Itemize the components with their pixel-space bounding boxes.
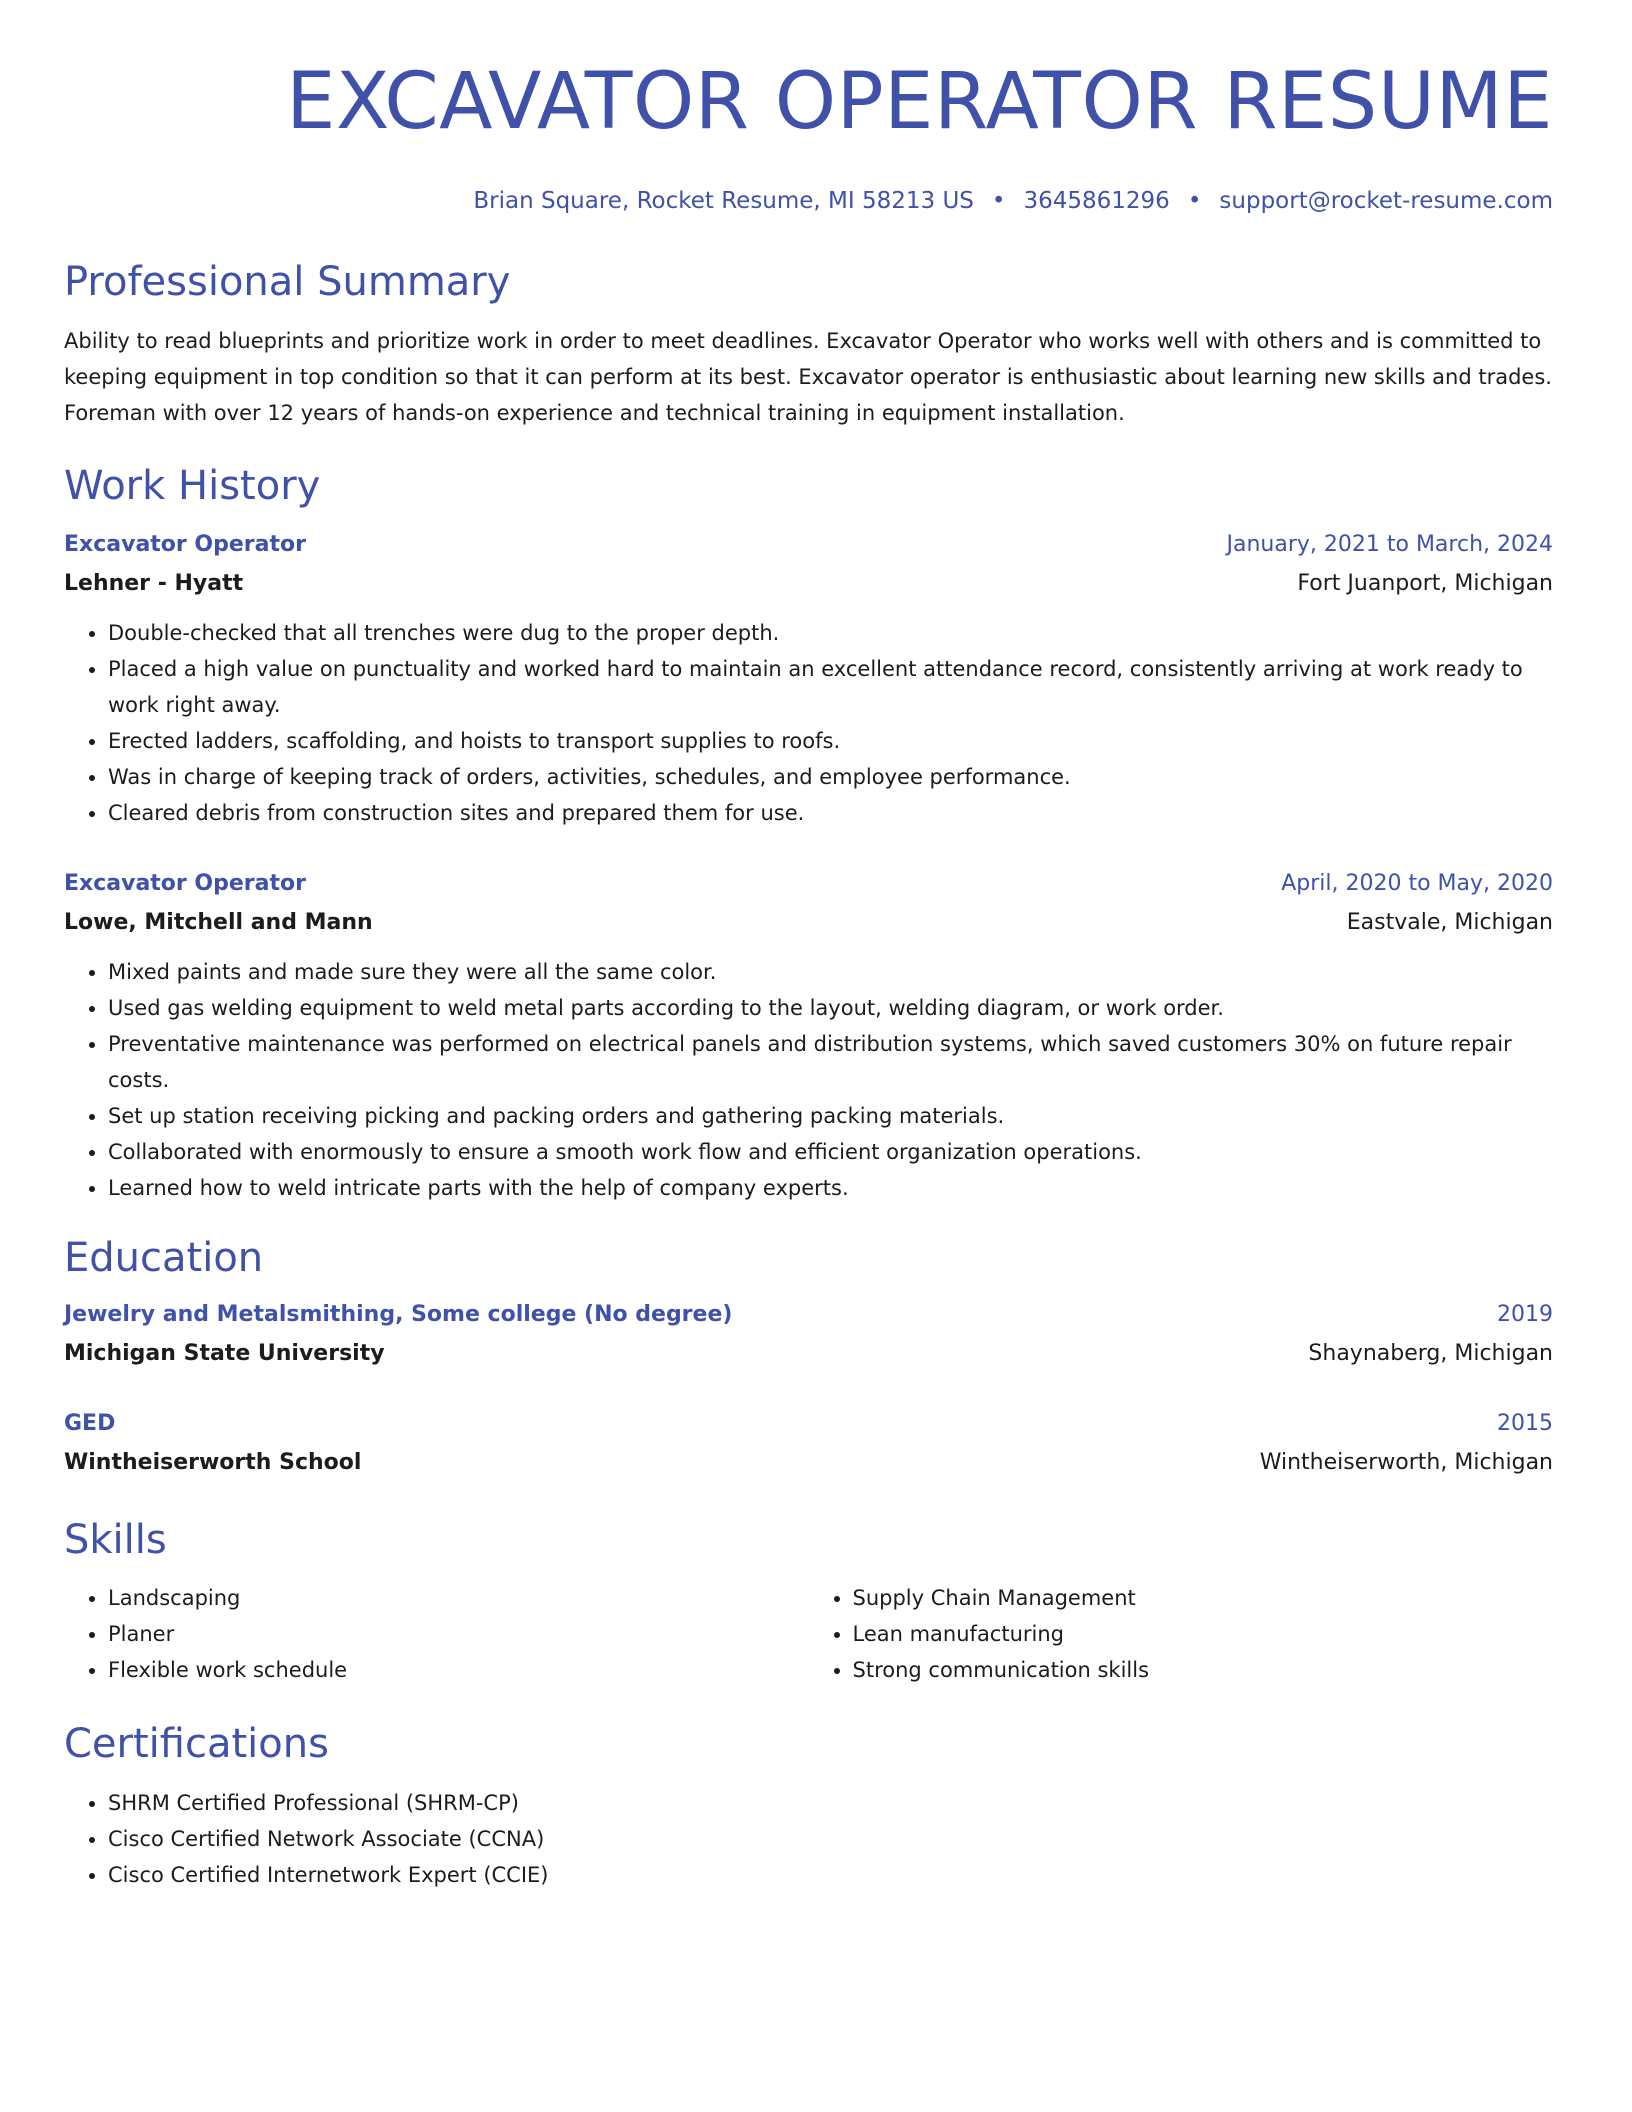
job-entry [64,869,1553,1206]
job-bullet: • Set up station receiving picking and packing orders and gathering packing materials. [108,1098,1553,1134]
skill-item: • Lean manufacturing [853,1616,1554,1652]
skills-heading: Skills [64,1517,167,1563]
skill-item: • Supply Chain Management [853,1580,1554,1616]
education-header-row [64,1409,1553,1439]
education-location: Wintheiserworth, Michigan [1259,1450,1553,1475]
skills-list [809,1580,1554,1688]
certification-item: • Cisco Certified Internetwork Expert (CCIE) [108,1857,1553,1893]
job-company-row [64,908,1553,938]
skills-section [64,1516,1553,1688]
skill-item: • Strong communication skills [853,1652,1554,1688]
work-history-section [64,462,1553,1206]
contact-separator: • [1187,188,1202,214]
certifications-heading: Certifications [64,1721,329,1767]
summary-text: Ability to read blueprints and prioritize work in order to meet deadlines. Excavator Operator who works well with others and is committed to keeping equipment in top condition so that it can perform at its best. Excavator operator is enthusiastic about learning new skills and trades. Foreman with over 12 years of hands-on experience and technical training in equipment installation. [64,329,1552,425]
job-header-row [64,869,1553,899]
education-location: Shaynaberg, Michigan [1308,1341,1553,1366]
contact-email: support@rocket-resume.com [1219,188,1553,214]
summary-section [64,258,1553,431]
job-bullet: • Cleared debris from construction sites and prepared them for use. [108,795,1553,831]
job-company: Lehner - Hyatt [64,571,244,596]
job-bullet: • Mixed paints and made sure they were all the same color. [108,954,1553,990]
job-header-row [64,530,1553,560]
job-bullet: • Erected ladders, scaffolding, and hoists to transport supplies to roofs. [108,723,1553,759]
education-header-row [64,1300,1553,1330]
education-school: Wintheiserworth School [64,1450,362,1475]
education-entry [64,1409,1553,1478]
education-year: 2019 [1497,1302,1553,1327]
education-year: 2015 [1497,1411,1553,1436]
certifications-list [64,1785,1553,1893]
certifications-section [64,1720,1553,1893]
education-section [64,1234,1553,1478]
certification-item: • SHRM Certified Professional (SHRM-CP) [108,1785,1553,1821]
skill-item: • Planer [108,1616,809,1652]
education-school-row [64,1448,1553,1478]
skill-item: • Landscaping [108,1580,809,1616]
job-location: Fort Juanport, Michigan [1297,571,1553,596]
education-degree: GED [64,1411,116,1436]
resume-header [64,52,1553,216]
job-role: Excavator Operator [64,532,306,557]
skills-column-right [809,1580,1554,1688]
job-bullet: • Was in charge of keeping track of orders, activities, schedules, and employee performance. [108,759,1553,795]
job-bullet: • Learned how to weld intricate parts with the help of company experts. [108,1170,1553,1206]
job-bullet-list [64,615,1553,831]
resume-title: EXCAVATOR OPERATOR RESUME [286,57,1553,147]
education-school: Michigan State University [64,1341,385,1366]
education-heading: Education [64,1235,264,1281]
summary-heading: Professional Summary [64,259,511,305]
education-degree: Jewelry and Metalsmithing, Some college (No degree) [64,1302,733,1327]
skills-column-left [64,1580,809,1688]
contact-phone: 3645861296 [1023,188,1170,214]
contact-separator: • [991,188,1006,214]
work-history-heading: Work History [64,463,321,509]
education-entry [64,1300,1553,1369]
job-bullet: • Preventative maintenance was performed on electrical panels and distribution systems, which saved customers 30% on future repair costs. [108,1026,1553,1098]
skill-item: • Flexible work schedule [108,1652,809,1688]
skills-list [64,1580,809,1688]
job-company: Lowe, Mitchell and Mann [64,910,373,935]
job-role: Excavator Operator [64,871,306,896]
job-bullet: • Collaborated with enormously to ensure a smooth work flow and efficient organization operations. [108,1134,1553,1170]
job-bullet: • Double-checked that all trenches were dug to the proper depth. [108,615,1553,651]
job-company-row [64,569,1553,599]
education-school-row [64,1339,1553,1369]
contact-line [64,186,1553,216]
certification-item: • Cisco Certified Network Associate (CCNA) [108,1821,1553,1857]
job-dates: January, 2021 to March, 2024 [1226,532,1553,557]
job-bullet: • Placed a high value on punctuality and worked hard to maintain an excellent attendance record, consistently arriving at work ready to work right away. [108,651,1553,723]
job-bullet-list [64,954,1553,1206]
job-entry [64,530,1553,831]
skills-grid [64,1580,1553,1688]
job-dates: April, 2020 to May, 2020 [1281,871,1553,896]
contact-address: Brian Square, Rocket Resume, MI 58213 US [473,188,974,214]
job-location: Eastvale, Michigan [1346,910,1553,935]
job-bullet: • Used gas welding equipment to weld metal parts according to the layout, welding diagram, or work order. [108,990,1553,1026]
